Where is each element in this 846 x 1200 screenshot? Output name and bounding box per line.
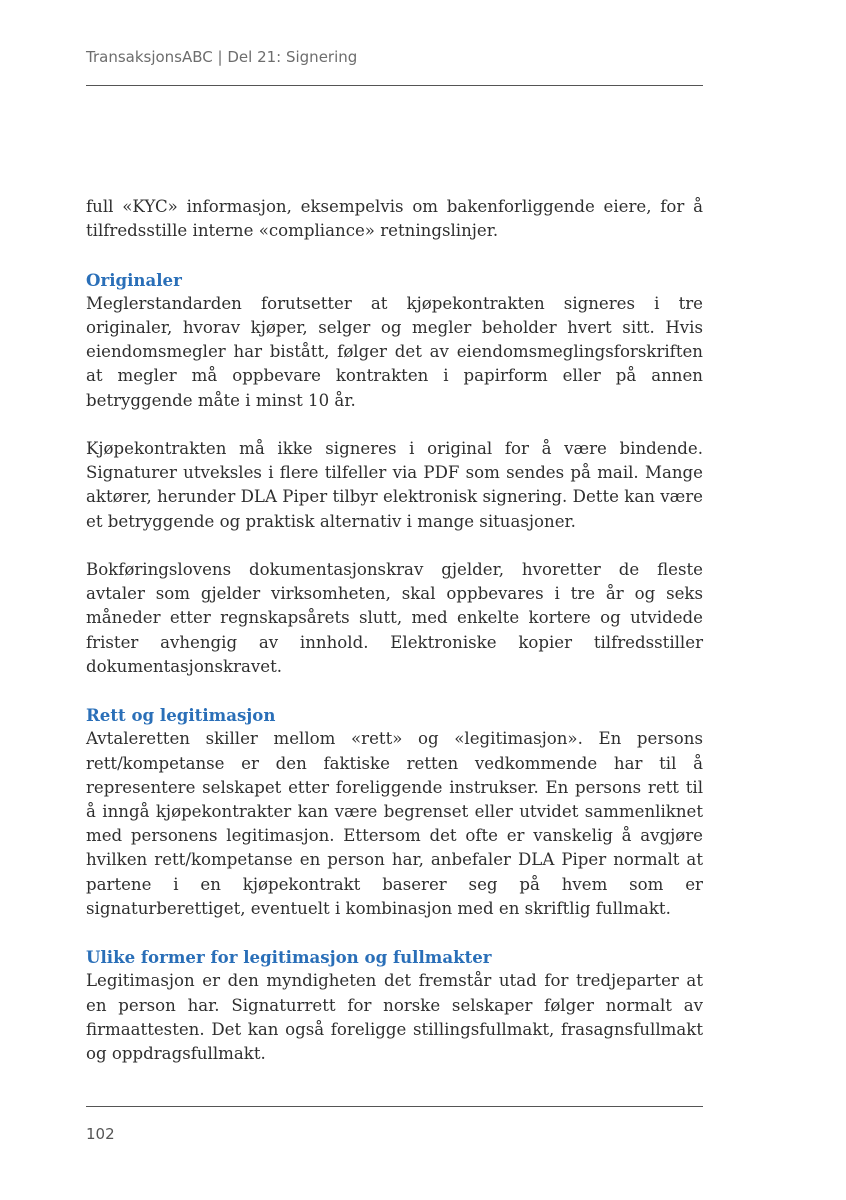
paragraph-spacer: [86, 534, 703, 558]
originaler-paragraph-2: Kjøpekontrakten må ikke signeres i original for å være bindende. Signaturer utveksles i flere tilfeller via PDF som sendes på mail. Mange aktører, herunder DLA Piper tilbyr elektronisk signering. Dette kan være et betryggende og praktisk alternativ i mange situasjoner.: [86, 439, 703, 531]
header-divider: [86, 85, 703, 86]
running-header: TransaksjonsABC | Del 21: Signering: [86, 48, 358, 66]
ulike-paragraph: Legitimasjon er den myndigheten det fremstår utad for tredjeparter at en person har. Signaturrett for norske selskaper følger normalt av firmaattesten. Det kan også foreligge stillingsfullmakt, frasagnsfullmakt og oppdragsfullmakt.: [86, 971, 703, 1064]
footer-divider: [86, 1106, 703, 1107]
paragraph-spacer: [86, 413, 703, 437]
paragraph-spacer: [86, 679, 703, 703]
rett-paragraph: Avtaleretten skiller mellom «rett» og «legitimasjon». En persons rett/kompetanse er den faktiske retten vedkommende har til å representere selskapet etter foreliggende instrukser. En persons rett til å inngå kjøpekontrakter kan være begrenset eller utvidet sammenliknet med personens legitimasjon. Ettersom det ofte er vanskelig å avgjøre hvilken rett/kompetanse en person har, anbefaler DLA Piper normalt at partene i en kjøpekontrakt baserer seg på hvem som er signaturberettiget, eventuelt i kombinasjon med en skriftlig fullmakt.: [86, 729, 703, 918]
section-heading-rett: Rett og legitimasjon: [86, 705, 276, 726]
originaler-paragraph-3: Bokføringslovens dokumentasjonskrav gjelder, hvoretter de fleste avtaler som gjelder virksomheten, skal oppbevares i tre år og seks måneder etter regnskapsårets slutt, med enkelte kortere og utvidede frister avhengig av innhold. Elektroniske kopier tilfredsstiller dokumentasjonskravet.: [86, 560, 703, 676]
paragraph-spacer: [86, 243, 703, 267]
page-number: 102: [86, 1125, 115, 1143]
page-body: [86, 195, 703, 1066]
section-heading-originaler: Originaler: [86, 269, 182, 290]
originaler-paragraph-1: Meglerstandarden forutsetter at kjøpekontrakten signeres i tre originaler, hvorav kjøper, selger og megler beholder hvert sitt. Hvis eiendomsmegler har bistått, følger det av eiendomsmeglingsforskriften at megler må oppbevare kontrakten i papirform eller på annen betryggende måte i minst 10 år.: [86, 293, 703, 410]
paragraph-spacer: [86, 921, 703, 945]
intro-paragraph: full «KYC» informasjon, eksempelvis om bakenforliggende eiere, for å tilfredsstille interne «compliance» retningslinjer.: [86, 197, 703, 241]
section-heading-ulike: Ulike former for legitimasjon og fullmakter: [86, 947, 492, 968]
